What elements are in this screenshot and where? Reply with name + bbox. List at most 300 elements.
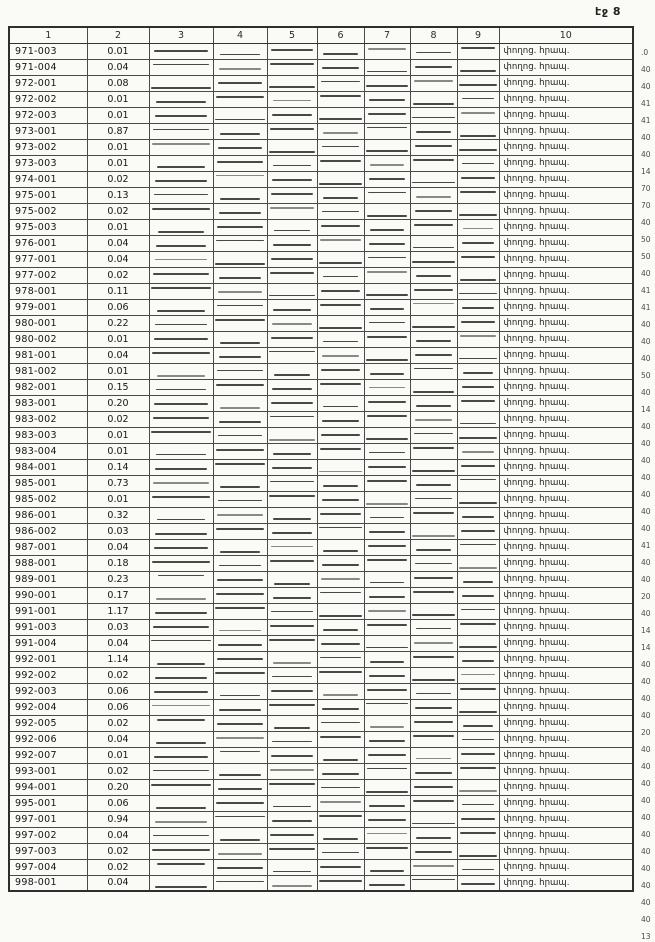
empty-cell <box>410 299 457 315</box>
note-cell: փողոց. հրապ. <box>499 219 633 235</box>
scan-dash-line <box>153 770 210 771</box>
scan-dash-line <box>274 583 310 585</box>
scan-dash-line <box>367 559 408 561</box>
empty-cell <box>364 107 410 123</box>
empty-cell <box>317 763 364 779</box>
empty-cell <box>410 619 457 635</box>
scan-dash-line <box>273 309 311 311</box>
note-cell: փողոց. հրապ. <box>499 779 633 795</box>
table-row <box>9 123 633 139</box>
area-value-cell: 0.14 <box>87 459 149 475</box>
empty-cell <box>149 539 213 555</box>
scan-dash-line <box>462 660 494 662</box>
scan-dash-line <box>366 150 408 152</box>
empty-cell <box>457 491 499 507</box>
scan-dash-line <box>217 579 262 581</box>
scan-dash-line <box>319 880 361 882</box>
scan-dash-line <box>413 865 453 867</box>
area-value-cell: 0.02 <box>87 267 149 283</box>
empty-cell <box>364 507 410 523</box>
scan-dash-line <box>462 516 493 518</box>
scan-dash-line <box>322 564 359 566</box>
scan-dash-line <box>271 755 313 757</box>
empty-cell <box>149 427 213 443</box>
margin-mark: 40 <box>641 490 651 499</box>
scan-dash-line <box>413 800 454 802</box>
scan-dash-line <box>461 256 495 258</box>
margin-mark: 14 <box>641 405 651 414</box>
empty-cell <box>364 459 410 475</box>
scan-dash-line <box>154 50 208 52</box>
scan-dash-line <box>416 837 451 839</box>
scan-dash-line <box>269 495 315 497</box>
scan-dash-line <box>153 273 209 275</box>
empty-cell <box>213 235 267 251</box>
margin-mark: 40 <box>641 133 651 142</box>
empty-cell <box>267 171 317 187</box>
scan-dash-line <box>319 118 362 120</box>
empty-cell <box>149 811 213 827</box>
empty-cell <box>317 443 364 459</box>
scan-dash-line <box>369 805 404 807</box>
margin-mark: 41 <box>641 286 651 295</box>
empty-cell <box>213 123 267 139</box>
area-value-cell: 0.06 <box>87 299 149 315</box>
empty-cell <box>213 139 267 155</box>
scan-dash-line <box>274 230 310 231</box>
scan-dash-line <box>415 851 453 853</box>
table-row <box>9 507 633 523</box>
empty-cell <box>410 843 457 859</box>
empty-cell <box>410 171 457 187</box>
empty-cell <box>410 107 457 123</box>
empty-cell <box>457 843 499 859</box>
empty-cell <box>267 715 317 731</box>
empty-cell <box>410 683 457 699</box>
margin-mark: 20 <box>641 728 651 737</box>
table-row <box>9 171 633 187</box>
empty-cell <box>317 395 364 411</box>
empty-cell <box>267 251 317 267</box>
area-value-cell: 0.02 <box>87 667 149 683</box>
empty-cell <box>149 75 213 91</box>
area-value-cell: 0.01 <box>87 747 149 763</box>
note-cell: փողոց. հրապ. <box>499 395 633 411</box>
area-value-cell: 0.02 <box>87 411 149 427</box>
empty-cell <box>364 795 410 811</box>
empty-cell <box>410 347 457 363</box>
area-value-cell: 0.01 <box>87 107 149 123</box>
empty-cell <box>457 747 499 763</box>
margin-mark: 40 <box>641 813 651 822</box>
table-row <box>9 523 633 539</box>
empty-cell <box>317 539 364 555</box>
empty-cell <box>149 875 213 891</box>
empty-cell <box>213 315 267 331</box>
margin-mark: 40 <box>641 745 651 754</box>
empty-cell <box>317 875 364 891</box>
empty-cell <box>364 427 410 443</box>
scan-dash-line <box>322 211 359 212</box>
empty-cell <box>213 731 267 747</box>
scan-dash-line <box>273 100 311 101</box>
scan-dash-line <box>413 591 454 593</box>
scan-dash-line <box>322 355 359 357</box>
scan-dash-line <box>415 210 452 212</box>
scan-dash-line <box>370 870 404 872</box>
empty-cell <box>267 651 317 667</box>
scan-dash-line <box>370 582 403 583</box>
scan-dash-line <box>218 853 261 855</box>
empty-cell <box>410 603 457 619</box>
empty-cell <box>267 475 317 491</box>
area-value-cell: 0.01 <box>87 219 149 235</box>
scan-dash-line <box>367 768 408 769</box>
margin-mark: 40 <box>641 558 651 567</box>
empty-cell <box>149 683 213 699</box>
scan-dash-line <box>461 177 494 179</box>
parcel-code-cell: 991-001 <box>9 603 87 619</box>
area-value-cell: 0.03 <box>87 523 149 539</box>
empty-cell <box>213 107 267 123</box>
empty-cell <box>267 299 317 315</box>
parcel-code-cell: 983-004 <box>9 443 87 459</box>
margin-mark: 40 <box>641 269 651 278</box>
scan-dash-line <box>369 531 405 533</box>
scan-dash-line <box>412 326 455 328</box>
scan-dash-line <box>460 335 496 337</box>
table-row <box>9 331 633 347</box>
scan-dash-line <box>413 391 455 393</box>
scan-dash-line <box>323 629 359 631</box>
area-value-cell: 0.04 <box>87 235 149 251</box>
scan-dash-line <box>369 243 405 245</box>
scan-dash-line <box>366 438 409 440</box>
empty-cell <box>457 187 499 203</box>
table-header-row <box>9 27 633 43</box>
scan-dash-line <box>416 549 451 551</box>
area-value-cell: 1.14 <box>87 651 149 667</box>
parcel-code-cell: 983-003 <box>9 427 87 443</box>
empty-cell <box>410 779 457 795</box>
empty-cell <box>457 251 499 267</box>
scan-dash-line <box>413 512 453 514</box>
empty-cell <box>213 843 267 859</box>
note-cell: փողոց. հրապ. <box>499 59 633 75</box>
margin-mark: 40 <box>641 439 651 448</box>
note-cell: փողոց. հրապ. <box>499 731 633 747</box>
empty-cell <box>317 411 364 427</box>
area-value-cell: 0.87 <box>87 123 149 139</box>
empty-cell <box>410 427 457 443</box>
empty-cell <box>457 731 499 747</box>
empty-cell <box>267 539 317 555</box>
empty-cell <box>213 859 267 875</box>
scan-dash-line <box>217 370 263 371</box>
scan-dash-line <box>220 551 260 553</box>
scan-dash-line <box>461 883 494 885</box>
empty-cell <box>317 283 364 299</box>
parcel-code-cell: 976-001 <box>9 235 87 251</box>
empty-cell <box>149 363 213 379</box>
parcel-code-cell: 997-002 <box>9 827 87 843</box>
scan-dash-line <box>269 151 315 153</box>
table-row <box>9 235 633 251</box>
scan-dash-line <box>270 625 314 627</box>
table-row <box>9 203 633 219</box>
scan-dash-line <box>320 448 361 450</box>
note-cell: փողոց. հրապ. <box>499 507 633 523</box>
table-row <box>9 859 633 875</box>
empty-cell <box>213 75 267 91</box>
margin-mark: .0 <box>641 48 649 57</box>
parcel-code-cell: 986-002 <box>9 523 87 539</box>
scan-dash-line <box>413 735 455 737</box>
scan-dash-line <box>269 351 314 352</box>
scan-dash-line <box>416 758 450 759</box>
note-cell: փողոց. հրապ. <box>499 379 633 395</box>
scan-dash-line <box>367 336 406 338</box>
scan-dash-line <box>462 163 493 164</box>
empty-cell <box>149 331 213 347</box>
scan-dash-line <box>369 675 406 677</box>
empty-cell <box>267 379 317 395</box>
note-cell: փողոց. հրապ. <box>499 75 633 91</box>
scan-dash-line <box>370 517 404 518</box>
scan-dash-line <box>319 262 363 264</box>
empty-cell <box>457 875 499 891</box>
column-header: 8 <box>410 27 457 43</box>
scan-dash-line <box>152 561 209 563</box>
scan-dash-line <box>412 470 455 472</box>
area-value-cell: 0.04 <box>87 827 149 843</box>
empty-cell <box>213 187 267 203</box>
scan-dash-line <box>368 466 405 468</box>
empty-cell <box>410 219 457 235</box>
table-row <box>9 219 633 235</box>
empty-cell <box>149 635 213 651</box>
area-value-cell: 0.94 <box>87 811 149 827</box>
note-cell: փողոց. հրապ. <box>499 235 633 251</box>
empty-cell <box>457 395 499 411</box>
empty-cell <box>364 811 410 827</box>
empty-cell <box>317 667 364 683</box>
area-value-cell: 0.04 <box>87 347 149 363</box>
scan-dash-line <box>416 484 451 486</box>
area-value-cell: 0.06 <box>87 683 149 699</box>
scan-dash-line <box>459 502 497 504</box>
parcel-code-cell: 981-002 <box>9 363 87 379</box>
area-value-cell: 0.08 <box>87 75 149 91</box>
scan-dash-line <box>368 819 405 821</box>
table-row <box>9 715 633 731</box>
note-cell: փողոց. հրապ. <box>499 827 633 843</box>
empty-cell <box>267 443 317 459</box>
empty-cell <box>364 747 410 763</box>
empty-cell <box>267 219 317 235</box>
scan-dash-line <box>414 80 453 82</box>
scan-dash-line <box>323 132 358 134</box>
empty-cell <box>149 139 213 155</box>
scan-dash-line <box>414 368 454 369</box>
scan-dash-line <box>273 165 310 166</box>
empty-cell <box>267 555 317 571</box>
empty-cell <box>213 619 267 635</box>
empty-cell <box>149 619 213 635</box>
empty-cell <box>267 235 317 251</box>
scan-dash-line <box>319 527 361 528</box>
note-cell: փողոց. հրապ. <box>499 155 633 171</box>
empty-cell <box>317 619 364 635</box>
margin-mark: 40 <box>641 694 651 703</box>
empty-cell <box>457 779 499 795</box>
empty-cell <box>267 635 317 651</box>
empty-cell <box>457 603 499 619</box>
empty-cell <box>457 811 499 827</box>
empty-cell <box>267 59 317 75</box>
note-cell: փողոց. հրապ. <box>499 459 633 475</box>
scan-dash-line <box>460 623 496 625</box>
scan-dash-line <box>270 769 314 771</box>
scan-dash-line <box>216 593 264 595</box>
scan-dash-line <box>368 401 406 403</box>
empty-cell <box>213 811 267 827</box>
parcel-code-cell: 985-001 <box>9 475 87 491</box>
scan-dash-line <box>216 240 264 241</box>
note-cell: փողոց. հրապ. <box>499 651 633 667</box>
empty-cell <box>149 91 213 107</box>
area-value-cell: 0.20 <box>87 395 149 411</box>
column-header: 3 <box>149 27 213 43</box>
scan-dash-line <box>459 567 496 569</box>
empty-cell <box>364 539 410 555</box>
scan-dash-line <box>156 742 206 744</box>
parcel-code-cell: 992-002 <box>9 667 87 683</box>
empty-cell <box>317 299 364 315</box>
empty-cell <box>213 155 267 171</box>
scan-dash-line <box>157 863 205 865</box>
empty-cell <box>364 203 410 219</box>
empty-cell <box>364 347 410 363</box>
empty-cell <box>364 555 410 571</box>
scan-dash-line <box>269 704 314 706</box>
area-value-cell: 0.04 <box>87 635 149 651</box>
scan-dash-line <box>322 708 359 710</box>
parcel-code-cell: 995-001 <box>9 795 87 811</box>
scan-dash-line <box>416 131 451 133</box>
empty-cell <box>364 171 410 187</box>
empty-cell <box>410 235 457 251</box>
empty-cell <box>213 299 267 315</box>
scan-dash-line <box>269 783 316 785</box>
empty-cell <box>213 283 267 299</box>
empty-cell <box>149 795 213 811</box>
empty-cell <box>410 859 457 875</box>
scan-dash-line <box>463 581 493 583</box>
scan-dash-line <box>463 725 494 727</box>
scan-dash-line <box>320 513 360 515</box>
parcel-code-cell: 992-004 <box>9 699 87 715</box>
empty-cell <box>457 459 499 475</box>
scan-dash-line <box>369 452 404 453</box>
scan-dash-line <box>219 68 261 70</box>
table-row <box>9 363 633 379</box>
scan-dash-line <box>321 643 359 645</box>
note-cell: փողոց. հրապ. <box>499 747 633 763</box>
empty-cell <box>364 283 410 299</box>
scan-dash-line <box>320 657 360 658</box>
margin-mark: 40 <box>641 422 651 431</box>
empty-cell <box>364 699 410 715</box>
margin-mark: 41 <box>641 116 651 125</box>
scan-dash-line <box>322 67 358 69</box>
area-value-cell: 0.01 <box>87 491 149 507</box>
empty-cell <box>149 203 213 219</box>
empty-cell <box>457 59 499 75</box>
empty-cell <box>213 875 267 891</box>
table-row <box>9 59 633 75</box>
note-cell: փողոց. հրապ. <box>499 619 633 635</box>
scan-dash-line <box>460 767 497 769</box>
note-cell: փողոց. հրապ. <box>499 427 633 443</box>
note-cell: փողոց. հրապ. <box>499 539 633 555</box>
margin-mark: 40 <box>641 677 651 686</box>
note-cell: փողոց. հրապ. <box>499 587 633 603</box>
scan-dash-line <box>158 575 205 576</box>
table-row <box>9 475 633 491</box>
scan-dash-line <box>216 384 264 386</box>
scan-dash-line <box>412 679 455 681</box>
empty-cell <box>213 491 267 507</box>
scan-dash-line <box>271 690 314 692</box>
scan-dash-line <box>461 609 495 610</box>
empty-cell <box>149 43 213 59</box>
empty-cell <box>213 251 267 267</box>
parcel-code-cell: 974-001 <box>9 171 87 187</box>
empty-cell <box>149 395 213 411</box>
scan-dash-line <box>323 341 358 342</box>
note-cell: փողոց. հրապ. <box>499 875 633 891</box>
parcel-code-cell: 997-001 <box>9 811 87 827</box>
empty-cell <box>213 475 267 491</box>
scan-dash-line <box>320 95 361 97</box>
scan-dash-line <box>415 772 451 774</box>
scan-dash-line <box>323 759 357 761</box>
table-row <box>9 75 633 91</box>
column-header: 9 <box>457 27 499 43</box>
area-value-cell: 0.01 <box>87 43 149 59</box>
margin-mark: 14 <box>641 626 651 635</box>
empty-cell <box>267 331 317 347</box>
note-cell: փողոց. հրապ. <box>499 699 633 715</box>
empty-cell <box>457 523 499 539</box>
empty-cell <box>410 139 457 155</box>
empty-cell <box>317 555 364 571</box>
empty-cell <box>364 315 410 331</box>
table-row <box>9 91 633 107</box>
empty-cell <box>149 171 213 187</box>
note-cell: փողոց. հրապ. <box>499 715 633 731</box>
margin-mark: 50 <box>641 235 651 244</box>
scan-dash-line <box>462 307 494 309</box>
parcel-code-cell: 982-001 <box>9 379 87 395</box>
scan-dash-line <box>412 182 454 183</box>
scan-dash-line <box>155 533 206 535</box>
scan-dash-line <box>156 389 206 390</box>
scan-dash-line <box>270 416 314 417</box>
empty-cell <box>457 171 499 187</box>
area-value-cell: 0.73 <box>87 475 149 491</box>
